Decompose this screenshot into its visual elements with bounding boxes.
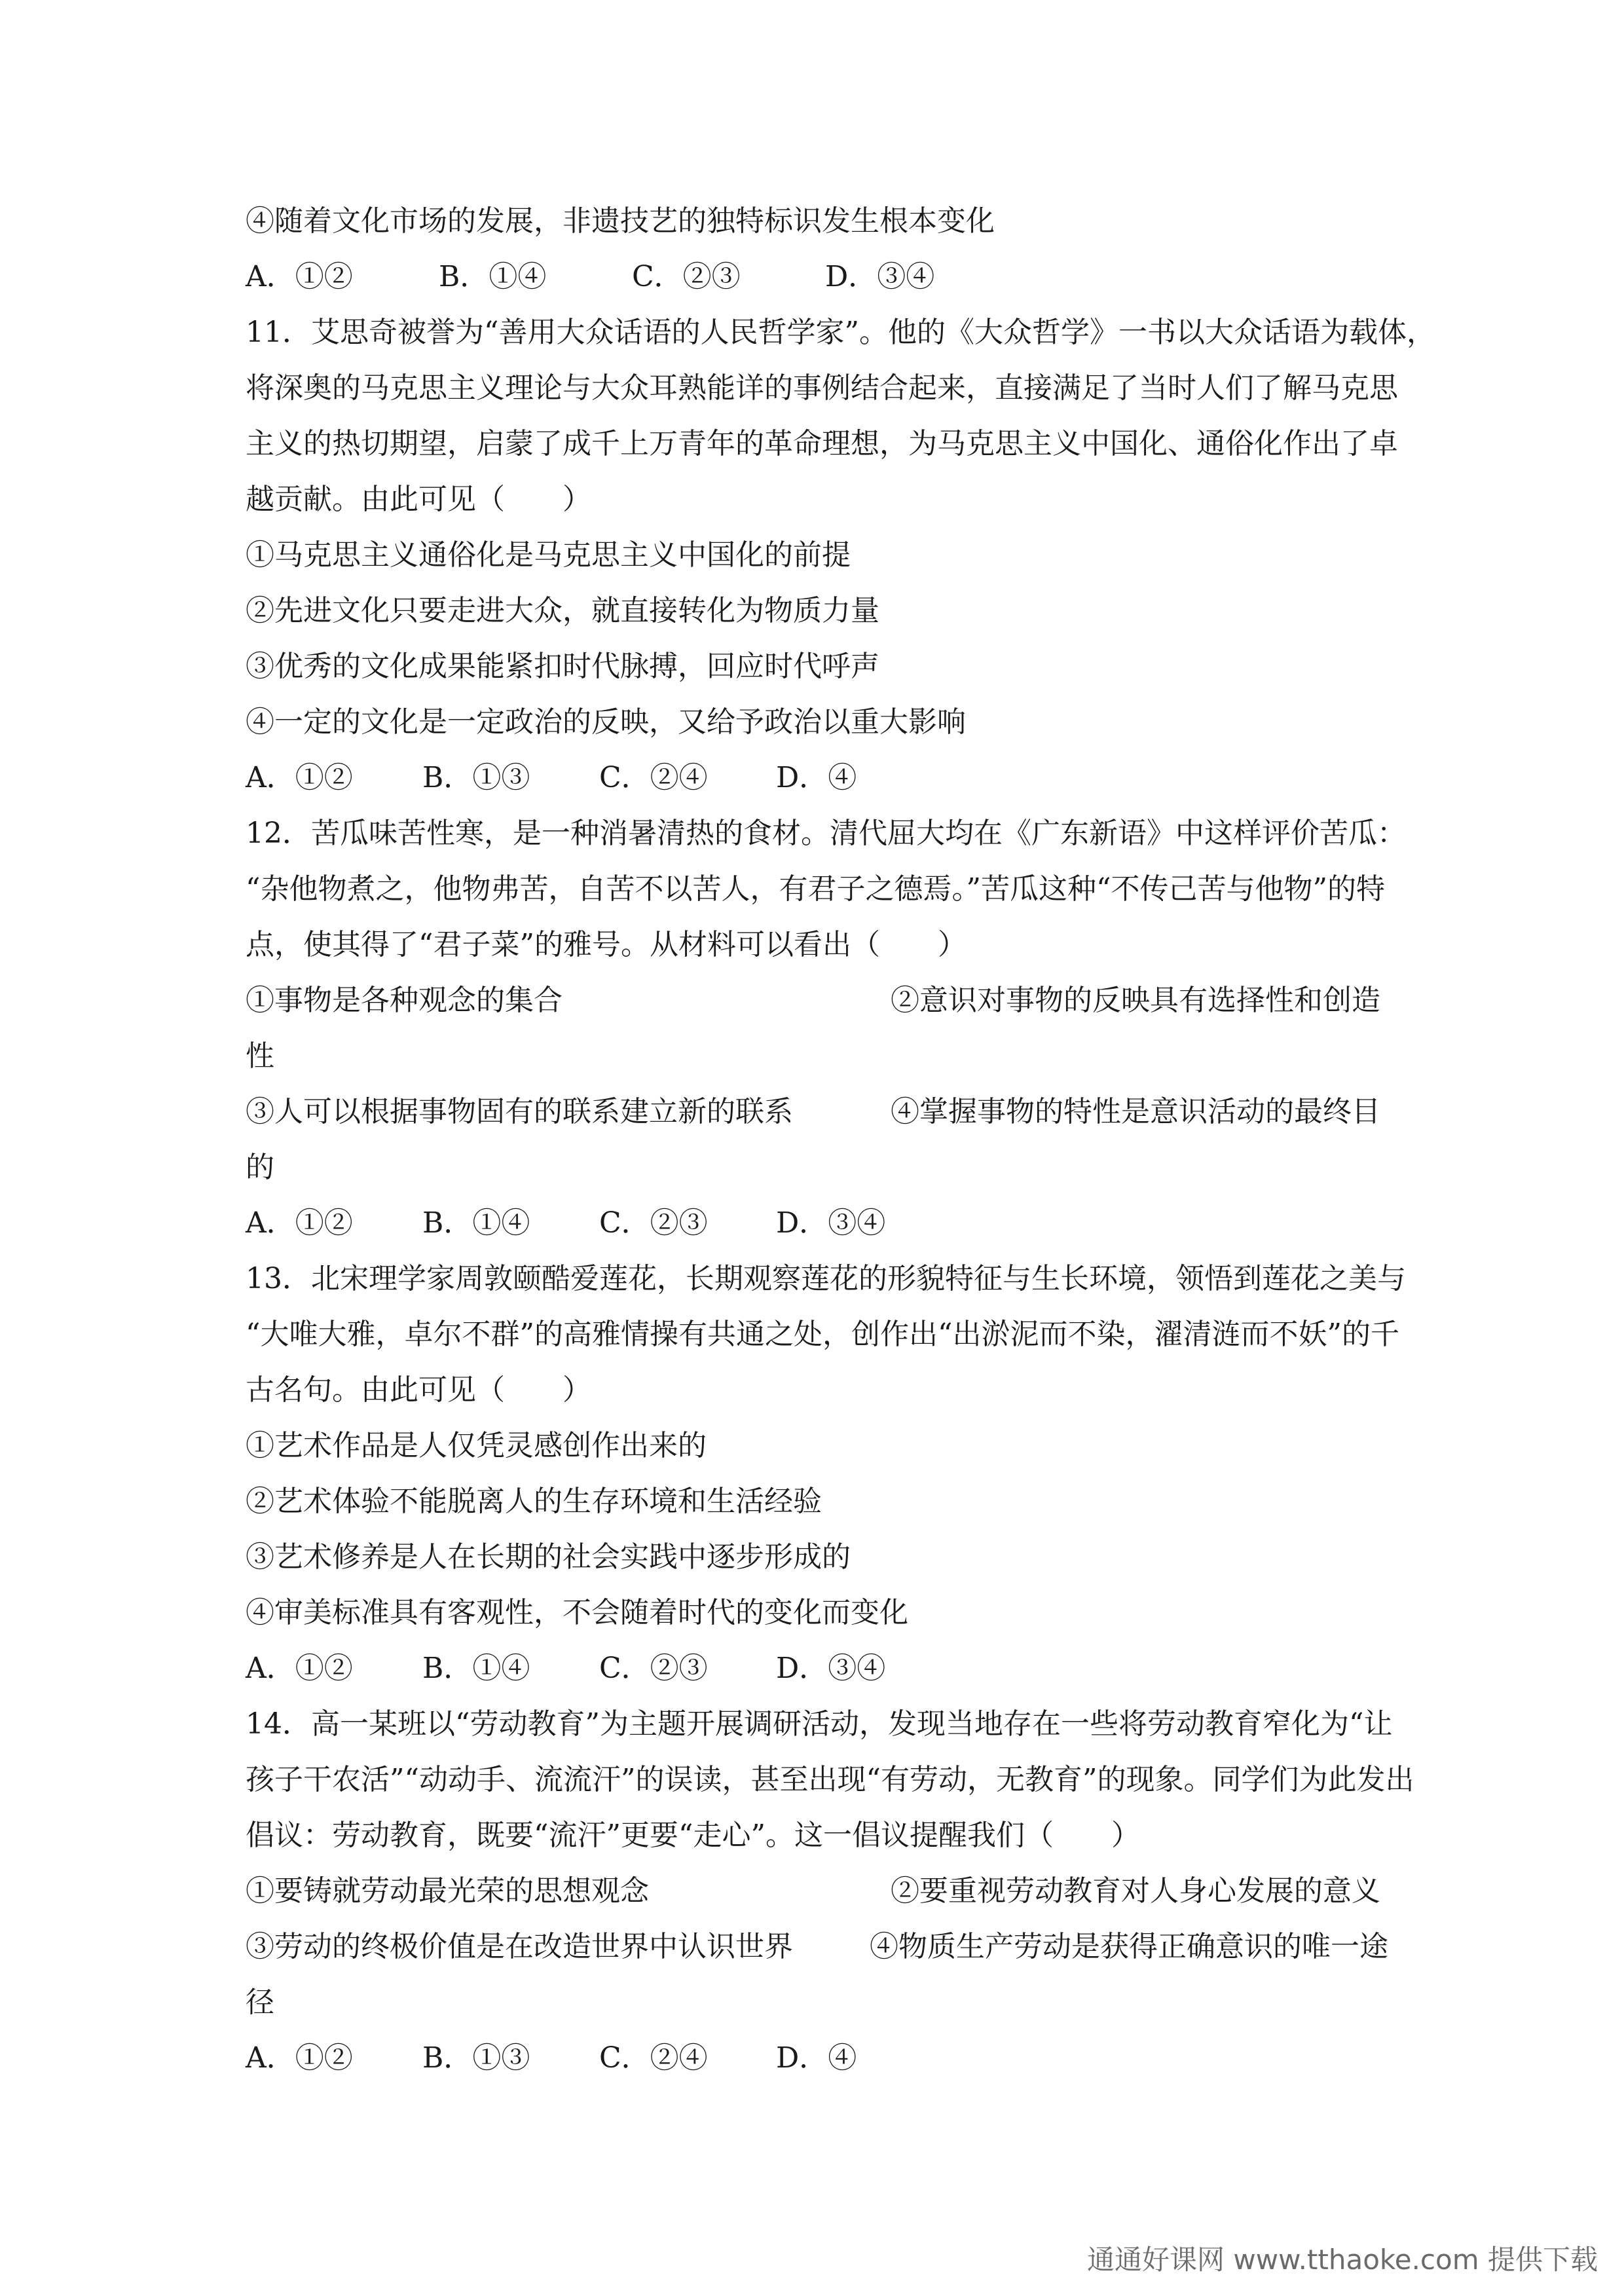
q14-stem-line-1: 14．高一某班以“劳动教育”为主题开展调研活动，发现当地存在一些将劳动教育窄化为“让 [246, 1707, 1393, 1741]
q10-answer-d: D．③④ [825, 260, 935, 293]
q11-option-3: ③优秀的文化成果能紧扣时代脉搏，回应时代呼声 [246, 650, 879, 683]
q11-answer-b: B．①③ [422, 761, 530, 794]
q11-stem-line-2: 将深奥的马克思主义理论与大众耳熟能详的事例结合起来，直接满足了当时人们了解马克思 [246, 371, 1398, 405]
q13-option-3: ③艺术修养是人在长期的社会实践中逐步形成的 [246, 1540, 851, 1574]
q12-answer-c: C．②③ [599, 1206, 708, 1240]
q14-answer-d: D．④ [776, 2041, 857, 2075]
q14-options-row-1 [246, 1863, 1388, 1919]
q13-option-4: ④审美标准具有客观性，不会随着时代的变化而变化 [246, 1596, 908, 1629]
q12-stem-line-2: “杂他物煮之，他物弗苦，自苦不以苦人，有君子之德焉。”苦瓜这种“不传己苦与他物”的特 [246, 872, 1385, 906]
q14-stem-line-2: 孩子干农活”“动动手、流流汗”的误读，甚至出现“有劳动，无教育”的现象。同学们为此发出 [246, 1763, 1414, 1796]
q14-stem-line-3: 倡议：劳动教育，既要“流汗”更要“走心”。这一倡议提醒我们（ ） [246, 1819, 1140, 1852]
q13-answer-b: B．①④ [422, 1652, 530, 1685]
q14-option-4: ④物质生产劳动是获得正确意识的唯一途 [870, 1930, 1388, 1963]
q11-option-2: ②先进文化只要走进大众，就直接转化为物质力量 [246, 594, 879, 627]
q13-option-2: ②艺术体验不能脱离人的生存环境和生活经验 [246, 1485, 822, 1518]
q11-stem-line-3: 主义的热切期望，启蒙了成千上万青年的革命理想，为马克思主义中国化、通俗化作出了卓 [246, 427, 1398, 460]
q11-option-4: ④一定的文化是一定政治的反映，又给予政治以重大影响 [246, 705, 966, 739]
q11-option-1: ①马克思主义通俗化是马克思主义中国化的前提 [246, 538, 851, 572]
q12-options-row-2 [246, 1084, 1388, 1139]
q11-answer-choices [246, 750, 1388, 805]
q12-stem-line-1: 12．苦瓜味苦性寒，是一种消暑清热的食材。清代屈大均在《广东新语》中这样评价苦瓜： [246, 817, 1406, 850]
q14-option-4-wrap: 径 [246, 1986, 274, 2019]
q11-answer-c: C．②④ [599, 761, 708, 794]
q12-option-3: ③人可以根据事物固有的联系建立新的联系 [246, 1095, 793, 1128]
q13-answer-choices [246, 1640, 1388, 1696]
q11-stem-line-4: 越贡献。由此可见（ ） [246, 483, 591, 516]
q14-answer-a: A．①② [246, 2041, 353, 2075]
q12-option-4: ④掌握事物的特性是意识活动的最终目 [891, 1095, 1380, 1128]
q11-answer-a: A．①② [246, 761, 353, 794]
q12-stem-line-3: 点，使其得了“君子菜”的雅号。从材料可以看出（ ） [246, 928, 967, 961]
q13-answer-d: D．③④ [776, 1652, 886, 1685]
q12-answer-b: B．①④ [422, 1206, 530, 1240]
q14-answer-b: B．①③ [422, 2041, 530, 2075]
q14-options-row-2 [246, 1919, 1388, 1974]
q14-option-1: ①要铸就劳动最光荣的思想观念 [246, 1874, 649, 1908]
q13-stem-line-1: 13．北宋理学家周敦颐酷爱莲花，长期观察莲花的形貌特征与生长环境，领悟到莲花之美与 [246, 1262, 1406, 1295]
q10-answer-c: C．②③ [632, 260, 741, 293]
q14-answer-choices [246, 2030, 1388, 2086]
q14-option-3: ③劳动的终极价值是在改造世界中认识世界 [246, 1930, 793, 1963]
q14-answer-c: C．②④ [599, 2041, 708, 2075]
q10-answer-b: B．①④ [439, 260, 547, 293]
q12-answer-choices [246, 1195, 1388, 1251]
q11-answer-d: D．④ [776, 761, 857, 794]
q12-answer-d: D．③④ [776, 1206, 886, 1240]
q13-option-1: ①艺术作品是人仅凭灵感创作出来的 [246, 1429, 707, 1462]
q11-stem-line-1: 11．艾思奇被誉为“善用大众话语的人民哲学家”。他的《大众哲学》一书以大众话语为载体， [246, 316, 1435, 349]
exam-content [246, 193, 1435, 2086]
q10-answer-a: A．①② [246, 260, 353, 293]
q13-answer-c: C．②③ [599, 1652, 708, 1685]
q12-option-4-wrap: 的 [246, 1151, 274, 1184]
q14-option-2: ②要重视劳动教育对人身心发展的意义 [891, 1874, 1380, 1908]
q13-answer-a: A．①② [246, 1652, 353, 1685]
q13-stem-line-2: “大唯大雅，卓尔不群”的高雅情操有共通之处，创作出“出淤泥而不染，濯清涟而不妖”的千 [246, 1318, 1399, 1351]
q10-option-4: ④随着文化市场的发展，非遗技艺的独特标识发生根本变化 [246, 204, 995, 238]
q12-option-2-wrap: 性 [246, 1039, 274, 1073]
q13-stem-line-3: 古名句。由此可见（ ） [246, 1373, 591, 1407]
q10-answer-choices [246, 249, 1388, 305]
q12-answer-a: A．①② [246, 1206, 353, 1240]
q12-option-2: ②意识对事物的反映具有选择性和创造 [891, 984, 1380, 1017]
q12-option-1: ①事物是各种观念的集合 [246, 984, 563, 1017]
q12-options-row-1 [246, 972, 1388, 1028]
watermark-footer: 通通好课网 www.tthaoke.com 提供下载 [1087, 2244, 1598, 2276]
